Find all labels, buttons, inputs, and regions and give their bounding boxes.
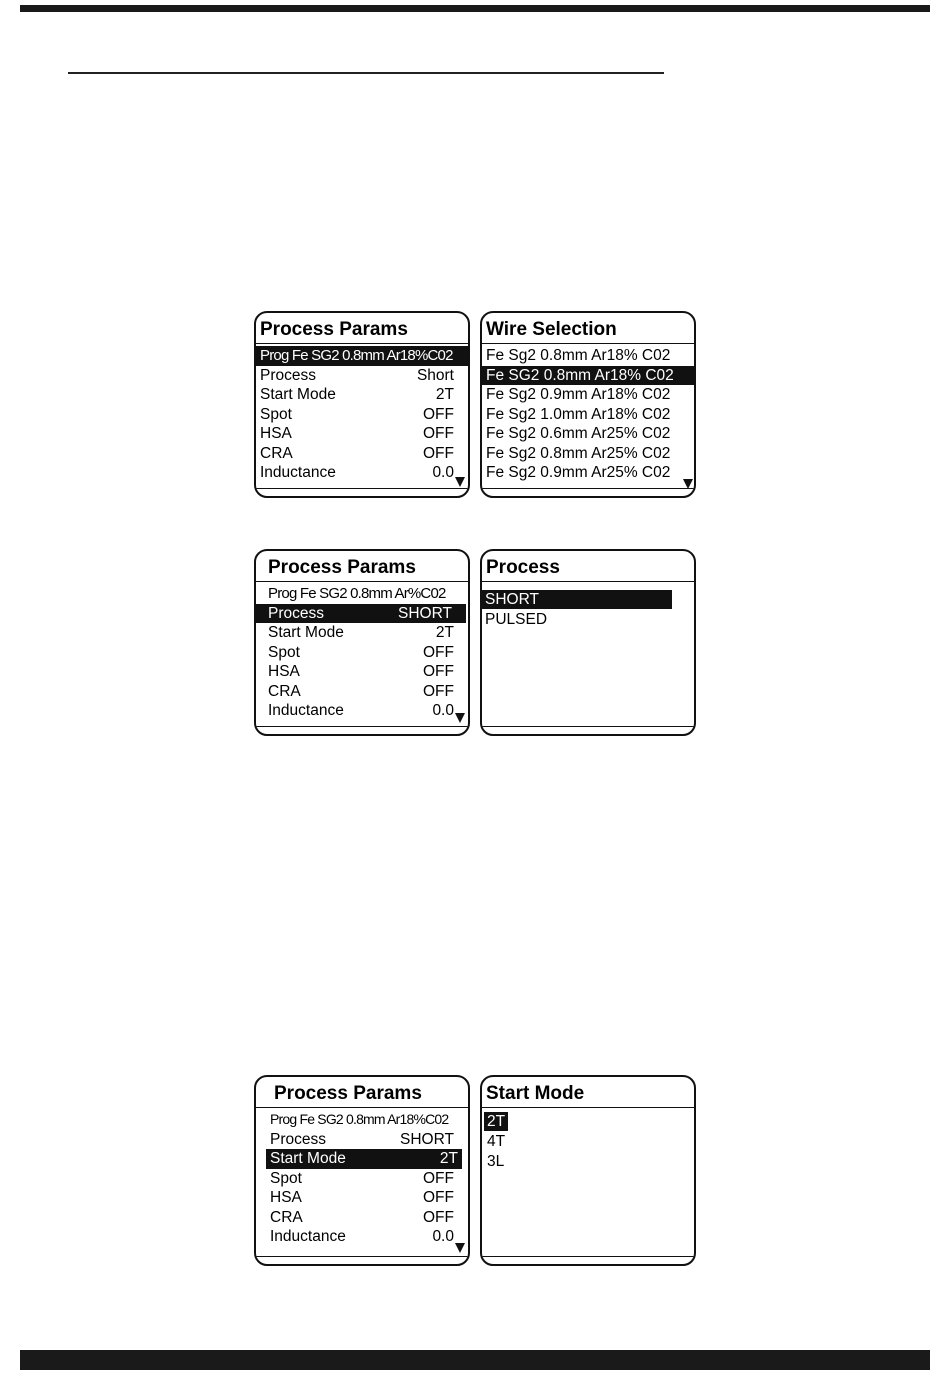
screen-title: Process: [482, 551, 694, 582]
param-row-inductance[interactable]: [256, 463, 468, 483]
option-2t[interactable]: 2T: [484, 1112, 508, 1131]
param-row-start-mode[interactable]: [266, 1149, 462, 1169]
param-label: CRA: [270, 1208, 303, 1226]
wire-item[interactable]: Fe Sg2 0.9mm Ar18% C02: [486, 386, 671, 403]
param-row-spot[interactable]: [256, 643, 468, 663]
wire-item[interactable]: Fe Sg2 0.8mm Ar25% C02: [486, 444, 671, 462]
param-value: OFF: [423, 1169, 454, 1187]
param-value: OFF: [423, 1208, 454, 1226]
start-mode-screen: [480, 1075, 696, 1266]
option-4t[interactable]: 4T: [487, 1133, 506, 1150]
param-row-spot[interactable]: [256, 405, 468, 425]
param-label: HSA: [268, 663, 300, 680]
scroll-down-arrow-icon[interactable]: [683, 479, 693, 489]
param-row-hsa[interactable]: [256, 424, 468, 444]
param-label: Inductance: [260, 464, 336, 481]
screen-title: Process Params: [256, 313, 468, 344]
param-value: OFF: [423, 682, 454, 700]
option-pulsed[interactable]: PULSED: [485, 611, 548, 628]
wire-item[interactable]: Fe Sg2 0.9mm Ar25% C02: [486, 464, 671, 481]
param-value: OFF: [423, 663, 454, 680]
param-value: Short: [416, 366, 454, 384]
param-row-cra[interactable]: [256, 1208, 468, 1228]
param-row-inductance[interactable]: [256, 1227, 468, 1247]
param-label: Start Mode: [270, 1150, 346, 1167]
screen-title: Wire Selection: [482, 313, 694, 344]
program-row[interactable]: [256, 584, 468, 604]
process-params-screen-3: [254, 1075, 470, 1266]
program-row[interactable]: [256, 346, 468, 366]
param-value: 2T: [435, 386, 454, 403]
param-value: OFF: [423, 444, 454, 462]
screen-title: Start Mode: [482, 1077, 694, 1108]
param-row-cra[interactable]: [256, 682, 468, 702]
param-label: HSA: [270, 1189, 302, 1206]
param-value: OFF: [423, 425, 454, 442]
param-label: Start Mode: [268, 624, 344, 641]
option-3l[interactable]: 3L: [487, 1153, 505, 1170]
param-row-hsa[interactable]: [256, 662, 468, 682]
wire-item[interactable]: Fe Sg2 0.6mm Ar25% C02: [486, 425, 671, 442]
param-label: Inductance: [270, 1228, 346, 1245]
param-value: SHORT: [398, 604, 452, 622]
param-label: Process: [270, 1130, 326, 1148]
param-label: CRA: [260, 444, 293, 462]
param-label: HSA: [260, 425, 292, 442]
param-label: Process: [260, 366, 316, 384]
process-options-screen: [480, 549, 696, 736]
param-row-process[interactable]: [256, 366, 468, 386]
param-value: 0.0: [432, 464, 454, 481]
param-row-inductance[interactable]: [256, 701, 468, 721]
param-value: 2T: [435, 624, 454, 641]
param-row-start-mode[interactable]: [256, 385, 468, 405]
top-border-bar: [20, 5, 930, 12]
program-label: Prog Fe SG2 0.8mm Ar18%C02: [270, 1111, 449, 1127]
param-value: OFF: [423, 643, 454, 661]
param-label: Spot: [260, 405, 292, 423]
process-params-screen-1: [254, 311, 470, 498]
program-label: Prog Fe SG2 0.8mm Ar%C02: [268, 585, 446, 602]
param-row-process[interactable]: [256, 1130, 468, 1150]
param-label: Spot: [270, 1169, 302, 1187]
screen-title: Process Params: [256, 551, 468, 582]
param-label: CRA: [268, 682, 301, 700]
scroll-down-arrow-icon[interactable]: [455, 477, 465, 487]
param-row-process[interactable]: [256, 604, 466, 624]
param-value: OFF: [423, 1189, 454, 1206]
bottom-border-bar: [20, 1350, 930, 1370]
program-label: Prog Fe SG2 0.8mm Ar18%C02: [260, 347, 453, 364]
param-value: 2T: [439, 1150, 458, 1167]
wire-item[interactable]: Fe Sg2 0.8mm Ar18% C02: [486, 347, 671, 364]
option-short[interactable]: SHORT: [482, 590, 672, 609]
wire-item-selected[interactable]: Fe SG2 0.8mm Ar18% C02: [482, 366, 694, 386]
param-label: Spot: [268, 643, 300, 661]
param-value: 0.0: [432, 1228, 454, 1245]
param-value: 0.0: [432, 702, 454, 719]
param-row-start-mode[interactable]: [256, 623, 468, 643]
scroll-down-arrow-icon[interactable]: [455, 713, 465, 723]
param-value: OFF: [423, 405, 454, 423]
scroll-down-arrow-icon[interactable]: [455, 1243, 465, 1253]
param-label: Start Mode: [260, 386, 336, 403]
param-label: Process: [268, 604, 324, 622]
heading-rule: [68, 72, 664, 74]
screen-title: Process Params: [256, 1077, 468, 1108]
program-row[interactable]: [256, 1110, 468, 1130]
param-row-cra[interactable]: [256, 444, 468, 464]
process-params-screen-2: [254, 549, 470, 736]
param-row-hsa[interactable]: [256, 1188, 468, 1208]
param-label: Inductance: [268, 702, 344, 719]
param-row-spot[interactable]: [256, 1169, 468, 1189]
wire-item[interactable]: Fe Sg2 1.0mm Ar18% C02: [486, 405, 671, 423]
param-value: SHORT: [400, 1130, 454, 1148]
wire-selection-screen: [480, 311, 696, 498]
